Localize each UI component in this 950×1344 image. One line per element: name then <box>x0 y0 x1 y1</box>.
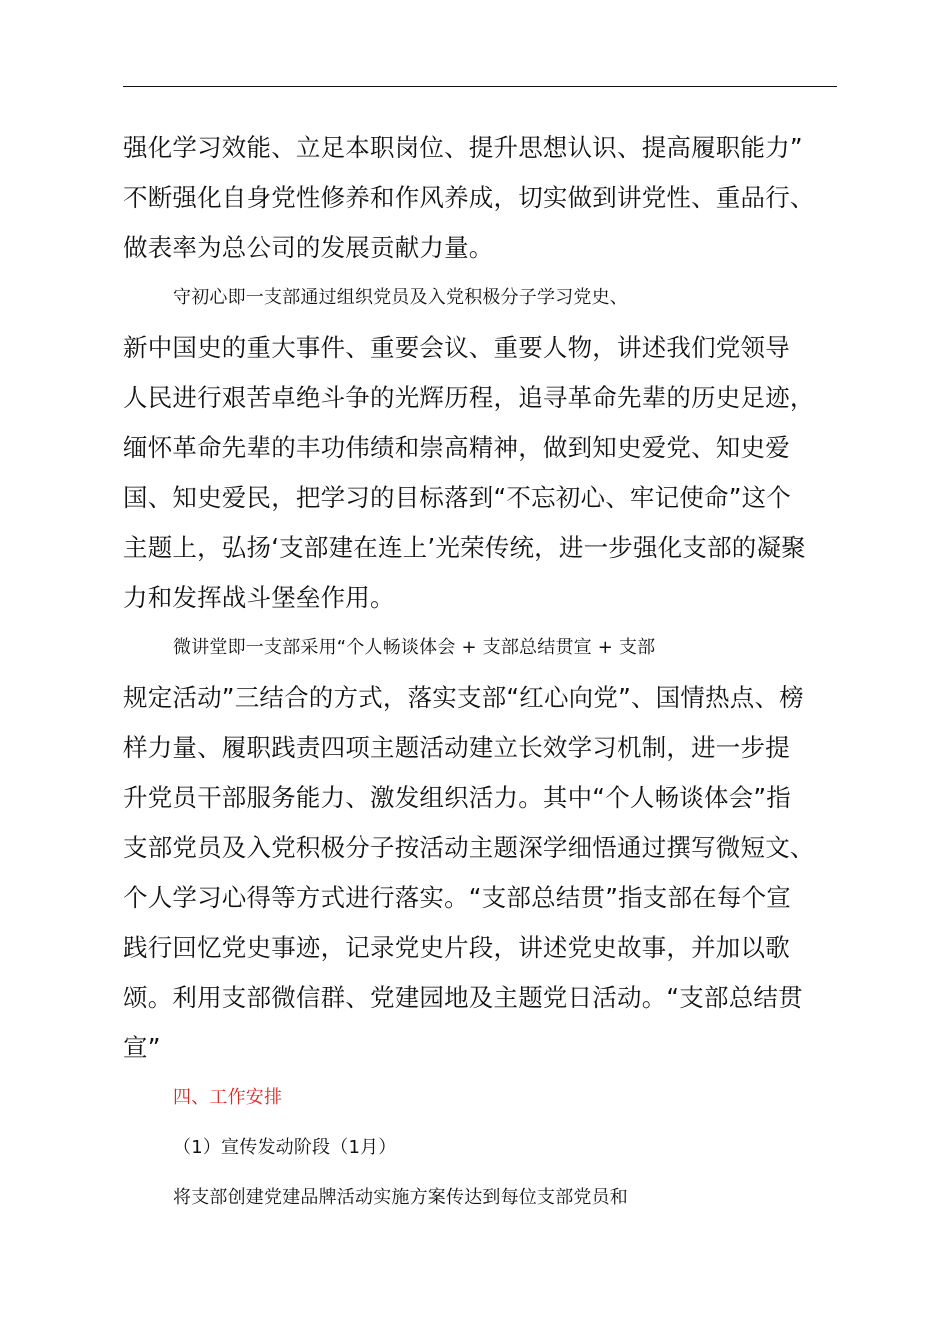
header-rule <box>123 86 837 87</box>
text-line: 颂。利用支部微信群、党建园地及主题党日活动。“支部总结贯 <box>123 983 803 1012</box>
text-line: 力和发挥战斗堡垒作用。 <box>123 583 395 612</box>
text-line: 践行回忆党史事迹，记录党史片段，讲述党史故事，并加以歌 <box>123 933 790 962</box>
text-line: 人民进行艰苦卓绝斗争的光辉历程，追寻革命先辈的历史足迹， <box>123 383 815 412</box>
section-heading: 四、工作安排 <box>173 1087 283 1108</box>
text-line: 个人学习心得等方式进行落实。“支部总结贯”指支部在每个宣 <box>123 883 791 912</box>
text-line: 将支部创建党建品牌活动实施方案传达到每位支部党员和 <box>173 1187 628 1208</box>
text-line: 不断强化自身党性修养和作风养成，切实做到讲党性、重品行、 <box>123 183 815 212</box>
text-line: 缅怀革命先辈的丰功伟绩和崇高精神，做到知史爱党、知史爱 <box>123 433 790 462</box>
text-line: 升党员干部服务能力、激发组织活力。其中“个人畅谈体会”指 <box>123 783 791 812</box>
text-line: 强化学习效能、立足本职岗位、提升思想认识、提高履职能力” <box>123 133 803 162</box>
text-line: 国、知史爱民，把学习的目标落到“不忘初心、牢记使命”这个 <box>123 483 791 512</box>
text-line: 样力量、履职践责四项主题活动建立长效学习机制，进一步提 <box>123 733 790 762</box>
subsection-heading: （1）宣传发动阶段（1月） <box>173 1137 397 1158</box>
text-line: 新中国史的重大事件、重要会议、重要人物，讲述我们党领导 <box>123 333 790 362</box>
text-line: 守初心即一支部通过组织党员及入党积极分子学习党史、 <box>173 287 628 308</box>
text-line: 主题上，弘扬‘支部建在连上’光荣传统，进一步强化支部的凝聚 <box>123 533 806 562</box>
text-line: 规定活动”三结合的方式，落实支部“红心向党”、国情热点、榜 <box>123 683 804 712</box>
text-line: 宣” <box>123 1033 161 1062</box>
text-line: 微讲堂即一支部采用“个人畅谈体会 + 支部总结贯宣 + 支部 <box>173 637 656 658</box>
text-line: 做表率为总公司的发展贡献力量。 <box>123 233 494 262</box>
text-line: 支部党员及入党积极分子按活动主题深学细悟通过撰写微短文、 <box>123 833 815 862</box>
